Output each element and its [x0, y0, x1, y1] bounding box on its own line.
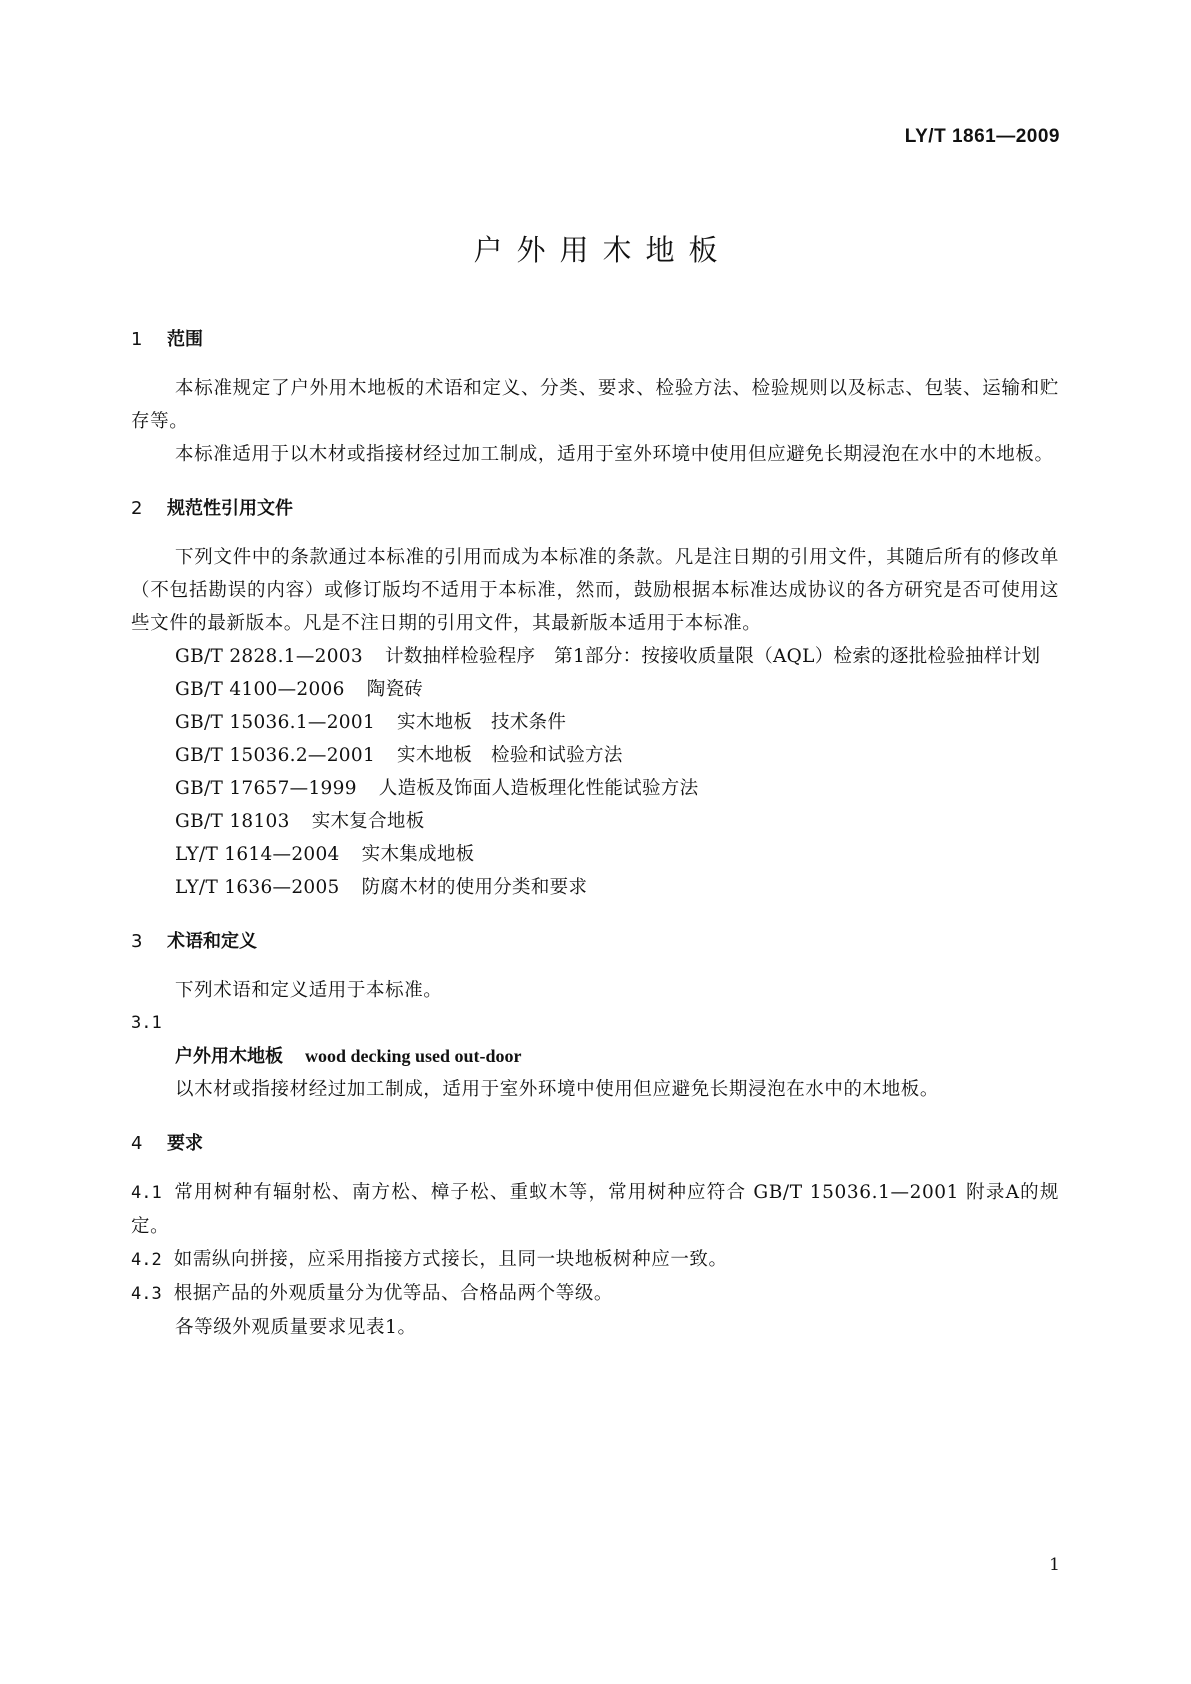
reference-code: LY/T 1636—2005: [175, 877, 340, 898]
references-intro-paragraph: 下列文件中的条款通过本标准的引用而成为本标准的条款。凡是注日期的引用文件，其随后所有的修改单（不包括勘误的内容）或修订版均不适用于本标准，然而，鼓励根据本标准达成协议的各方研究是否可使用这些文件的最新版本。凡是不注日期的引用文件，其最新版本适用于本标准。: [131, 547, 1059, 634]
reference-code: GB/T 17657—1999: [175, 778, 357, 799]
section-number: 2: [131, 498, 143, 519]
reference-title: 实木集成地板: [361, 844, 475, 865]
reference-title: 防腐木材的使用分类和要求: [361, 877, 588, 898]
reference-title: 实木地板 技术条件: [397, 712, 567, 733]
reference-title: 陶瓷砖: [366, 679, 424, 700]
reference-item: [131, 772, 1059, 805]
term-entry: [131, 1040, 1059, 1073]
scope-paragraph-2: 本标准适用于以木材或指接材经过加工制成，适用于室外环境中使用但应避免长期浸泡在水中的木地板。: [175, 444, 1054, 465]
terms-intro-paragraph: 下列术语和定义适用于本标准。: [175, 980, 443, 1001]
scope-paragraph-1: 本标准规定了户外用木地板的术语和定义、分类、要求、检验方法、检验规则以及标志、包装、运输和贮存等。: [131, 378, 1059, 432]
reference-title: 人造板及饰面人造板理化性能试验方法: [378, 778, 699, 799]
reference-title: 实木地板 检验和试验方法: [397, 745, 623, 766]
term-definition: 以木材或指接材经过加工制成，适用于室外环境中使用但应避免长期浸泡在水中的木地板。: [175, 1079, 940, 1100]
reference-item: [131, 871, 1059, 904]
appearance-quality-note: 各等级外观质量要求见表1。: [175, 1317, 417, 1338]
section-title: 规范性引用文件: [167, 498, 293, 519]
document-body: [131, 324, 1059, 1344]
reference-title: 计数抽样检验程序 第1部分：按接收质量限（AQL）检索的逐批检验抽样计划: [384, 646, 1041, 667]
clause: [131, 1277, 1059, 1311]
reference-item: [131, 673, 1059, 706]
subclause-number: 3.1: [131, 1013, 162, 1033]
reference-code: GB/T 18103: [175, 811, 290, 832]
clause-text: 如需纵向拼接，应采用指接方式接长，且同一块地板树种应一致。: [173, 1249, 728, 1270]
section-1-heading: [131, 324, 1059, 356]
document-title: 户外用木地板: [473, 233, 732, 267]
section-title: 要求: [167, 1133, 203, 1154]
clause-number: 4.3: [131, 1284, 162, 1304]
standard-code: LY/T 1861—2009: [904, 126, 1060, 147]
section-4-heading: [131, 1128, 1059, 1160]
reference-code: GB/T 15036.2—2001: [175, 745, 376, 766]
reference-item: [131, 706, 1059, 739]
section-number: 1: [131, 329, 143, 350]
clause-number: 4.1: [131, 1183, 162, 1203]
section-title: 范围: [167, 329, 203, 350]
reference-code: GB/T 15036.1—2001: [175, 712, 376, 733]
clause-text: 常用树种有辐射松、南方松、樟子松、重蚁木等，常用树种应符合 GB/T 15036.1—2001 附录A的规定。: [131, 1182, 1059, 1237]
section-title: 术语和定义: [167, 931, 257, 952]
reference-code: LY/T 1614—2004: [175, 844, 340, 865]
reference-title: 实木复合地板: [311, 811, 425, 832]
reference-item: [131, 640, 1059, 673]
reference-code: GB/T 2828.1—2003: [175, 646, 363, 667]
section-number: 3: [131, 931, 143, 952]
term-chinese: 户外用木地板: [175, 1046, 283, 1067]
reference-item: [131, 805, 1059, 838]
clause-text: 根据产品的外观质量分为优等品、合格品两个等级。: [173, 1283, 614, 1304]
reference-code: GB/T 4100—2006: [175, 679, 345, 700]
clause: [131, 1243, 1059, 1277]
reference-item: [131, 739, 1059, 772]
section-3-heading: [131, 926, 1059, 958]
clause-number: 4.2: [131, 1250, 162, 1270]
term-english: wood decking used out-door: [305, 1046, 522, 1066]
reference-item: [131, 838, 1059, 871]
clause: [131, 1176, 1059, 1243]
section-2-heading: [131, 493, 1059, 525]
page-number: 1: [1049, 1555, 1060, 1575]
section-number: 4: [131, 1133, 143, 1154]
